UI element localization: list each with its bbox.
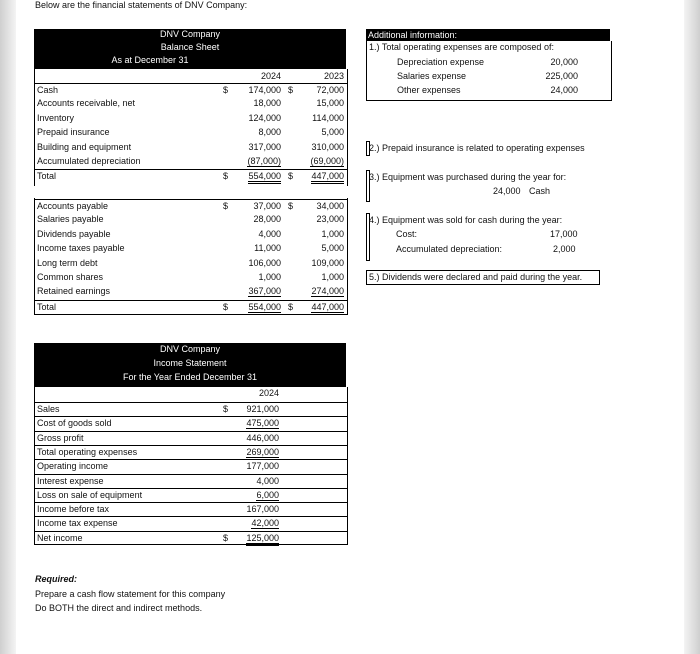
is-period: For the Year Ended December 31 — [122, 372, 258, 382]
asset-dollar-2023: $ — [288, 85, 294, 95]
liability-value-2024: 11,000 — [254, 243, 281, 254]
liability-value-2023: 274,000 — [311, 286, 344, 297]
is-row — [35, 531, 347, 546]
liability-label: Accounts payable — [37, 201, 109, 211]
is-value: 446,000 — [246, 432, 279, 443]
liability-value-2023: 34,000 — [316, 201, 344, 211]
salaries-value: 225,000 — [545, 71, 578, 81]
asset-value-2023: 310,000 — [311, 141, 344, 152]
additional-item-1-box — [366, 41, 612, 101]
asset-label: Cash — [37, 85, 59, 95]
is-year: 2024 — [259, 388, 280, 398]
is-row — [35, 431, 347, 446]
liability-label: Dividends payable — [37, 228, 111, 239]
liability-value-2024: 367,000 — [248, 286, 281, 297]
liability-label: Common shares — [37, 272, 104, 282]
liability-value-2023: 447,000 — [311, 302, 344, 315]
additional-item-4: 4.) Equipment was sold for cash during the year: — [369, 215, 563, 225]
asset-label: Total — [37, 171, 57, 182]
statement-date: As at December 31 — [111, 55, 189, 65]
liability-row — [35, 300, 347, 315]
is-label: Cost of goods sold — [37, 418, 112, 429]
is-title: Income Statement — [153, 358, 227, 368]
salaries-label: Salaries expense — [397, 71, 467, 81]
is-row — [35, 474, 347, 489]
asset-label: Building and equipment — [37, 141, 132, 152]
liability-value-2024: 554,000 — [248, 302, 281, 315]
balance-sheet-liabilities — [34, 198, 348, 315]
balance-sheet-header — [34, 29, 346, 69]
liability-value-2023: 1,000 — [321, 228, 344, 239]
is-label: Sales — [37, 404, 60, 414]
liability-dollar-2023: $ — [288, 301, 294, 312]
liability-dollar-2023: $ — [288, 201, 294, 211]
depreciation-value: 20,000 — [550, 57, 578, 67]
is-value: 167,000 — [246, 504, 279, 515]
asset-value-2023: (69,000) — [310, 156, 344, 166]
liability-value-2023: 1,000 — [321, 272, 344, 282]
liability-label: Income taxes payable — [37, 243, 125, 254]
required-title: Required: — [35, 574, 78, 584]
is-label: Operating income — [37, 461, 109, 472]
is-year-row — [34, 387, 348, 401]
is-row — [35, 416, 347, 431]
intro-text: Below are the financial statements of DNV Company: — [35, 0, 248, 10]
is-value: 125,000 — [246, 533, 279, 546]
is-value: 42,000 — [251, 518, 279, 529]
is-row — [35, 488, 347, 503]
is-value: 6,000 — [256, 489, 279, 500]
liability-row — [35, 257, 347, 271]
sold-cost-value: 17,000 — [550, 229, 578, 239]
asset-dollar-2024: $ — [223, 171, 229, 182]
is-row — [35, 459, 347, 474]
asset-value-2024: 8,000 — [258, 127, 281, 138]
statement-title: Balance Sheet — [160, 42, 220, 52]
liability-value-2023: 5,000 — [321, 243, 344, 254]
liability-value-2024: 1,000 — [258, 272, 281, 282]
liability-label: Salaries payable — [37, 214, 104, 225]
additional-item-3: 3.) Equipment was purchased during the year for: — [369, 172, 567, 182]
additional-info-title: Additional information: — [366, 29, 610, 41]
asset-value-2023: 72,000 — [316, 85, 344, 95]
asset-value-2024: 317,000 — [248, 141, 281, 152]
year-2023: 2023 — [323, 71, 344, 81]
asset-value-2023: 114,000 — [312, 112, 344, 123]
asset-label: Prepaid insurance — [37, 127, 110, 138]
is-row — [35, 502, 347, 517]
asset-dollar-2023: $ — [288, 171, 294, 182]
liability-value-2024: 106,000 — [248, 257, 281, 268]
is-label: Loss on sale of equipment — [37, 489, 143, 500]
is-label: Gross profit — [37, 432, 84, 443]
liability-row — [35, 228, 347, 242]
is-label: Income tax expense — [37, 518, 118, 529]
asset-value-2023: 15,000 — [316, 98, 344, 109]
asset-row — [35, 97, 347, 111]
is-row — [35, 516, 347, 531]
liability-value-2024: 4,000 — [258, 228, 281, 239]
asset-value-2024: 18,000 — [253, 98, 281, 109]
liability-value-2024: 28,000 — [253, 214, 281, 225]
liability-row — [35, 285, 347, 299]
asset-value-2024: 124,000 — [248, 112, 281, 123]
asset-row — [35, 126, 347, 140]
is-company-name: DNV Company — [159, 344, 221, 354]
asset-label: Inventory — [37, 112, 75, 123]
asset-row — [35, 112, 347, 126]
sold-accdep-value: 2,000 — [553, 244, 576, 254]
asset-dollar-2024: $ — [223, 85, 229, 95]
asset-value-2023: 447,000 — [311, 171, 344, 184]
year-header-row — [35, 70, 347, 84]
income-statement-body — [34, 401, 348, 545]
year-2024: 2024 — [260, 71, 281, 81]
liability-label: Total — [37, 301, 57, 312]
balance-sheet-assets — [34, 69, 348, 186]
asset-row — [35, 155, 347, 169]
depreciation-label: Depreciation expense — [397, 57, 485, 67]
is-row — [35, 445, 347, 460]
is-value: 921,000 — [246, 404, 279, 414]
asset-row — [35, 141, 347, 155]
right-page-shadow — [684, 0, 700, 654]
sold-accdep-label: Accumulated depreciation: — [396, 244, 503, 254]
income-statement-header — [34, 343, 346, 387]
liability-label: Retained earnings — [37, 286, 111, 297]
is-label: Total operating expenses — [37, 446, 138, 457]
required-line-2: Do BOTH the direct and indirect methods. — [35, 603, 203, 613]
liability-dollar-2024: $ — [223, 201, 229, 211]
is-label: Interest expense — [37, 475, 104, 486]
asset-row — [35, 83, 347, 98]
other-exp-label: Other expenses — [397, 85, 461, 95]
liability-row — [35, 199, 347, 214]
required-line-1: Prepare a cash flow statement for this company — [35, 589, 226, 599]
is-value: 475,000 — [246, 418, 279, 429]
is-label: Income before tax — [37, 504, 110, 515]
asset-value-2024: 174,000 — [248, 85, 281, 95]
liability-value-2023: 109,000 — [311, 257, 344, 268]
asset-label: Accounts receivable, net — [37, 98, 136, 109]
asset-value-2024: 554,000 — [248, 171, 281, 184]
sold-cost-label: Cost: — [396, 229, 418, 239]
is-value: 269,000 — [246, 446, 279, 457]
asset-row — [35, 169, 347, 184]
other-exp-value: 24,000 — [550, 85, 578, 95]
liability-value-2024: 37,000 — [253, 201, 281, 211]
is-label: Net income — [37, 532, 83, 543]
purchase-unit: Cash — [529, 186, 551, 196]
is-dollar: $ — [223, 404, 229, 414]
company-name: DNV Company — [159, 29, 221, 39]
is-value: 4,000 — [256, 475, 279, 486]
is-row — [35, 402, 347, 417]
asset-label: Accumulated depreciation — [37, 156, 141, 166]
additional-item-1: 1.) Total operating expenses are composed of: — [369, 42, 554, 52]
is-value: 177,000 — [246, 461, 279, 472]
liability-label: Long term debt — [37, 257, 98, 268]
liability-row — [35, 213, 347, 227]
left-page-shadow — [0, 0, 16, 654]
asset-value-2023: 5,000 — [321, 127, 344, 138]
liability-row — [35, 242, 347, 256]
liability-value-2023: 23,000 — [316, 214, 344, 225]
asset-value-2024: (87,000) — [247, 156, 281, 166]
additional-item-2: 2.) Prepaid insurance is related to operating expenses — [369, 143, 585, 153]
is-dollar: $ — [223, 532, 229, 543]
liability-dollar-2024: $ — [223, 301, 229, 312]
liability-row — [35, 271, 347, 285]
purchase-value: 24,000 — [493, 186, 521, 196]
additional-item-5: 5.) Dividends were declared and paid during the year. — [369, 272, 583, 282]
